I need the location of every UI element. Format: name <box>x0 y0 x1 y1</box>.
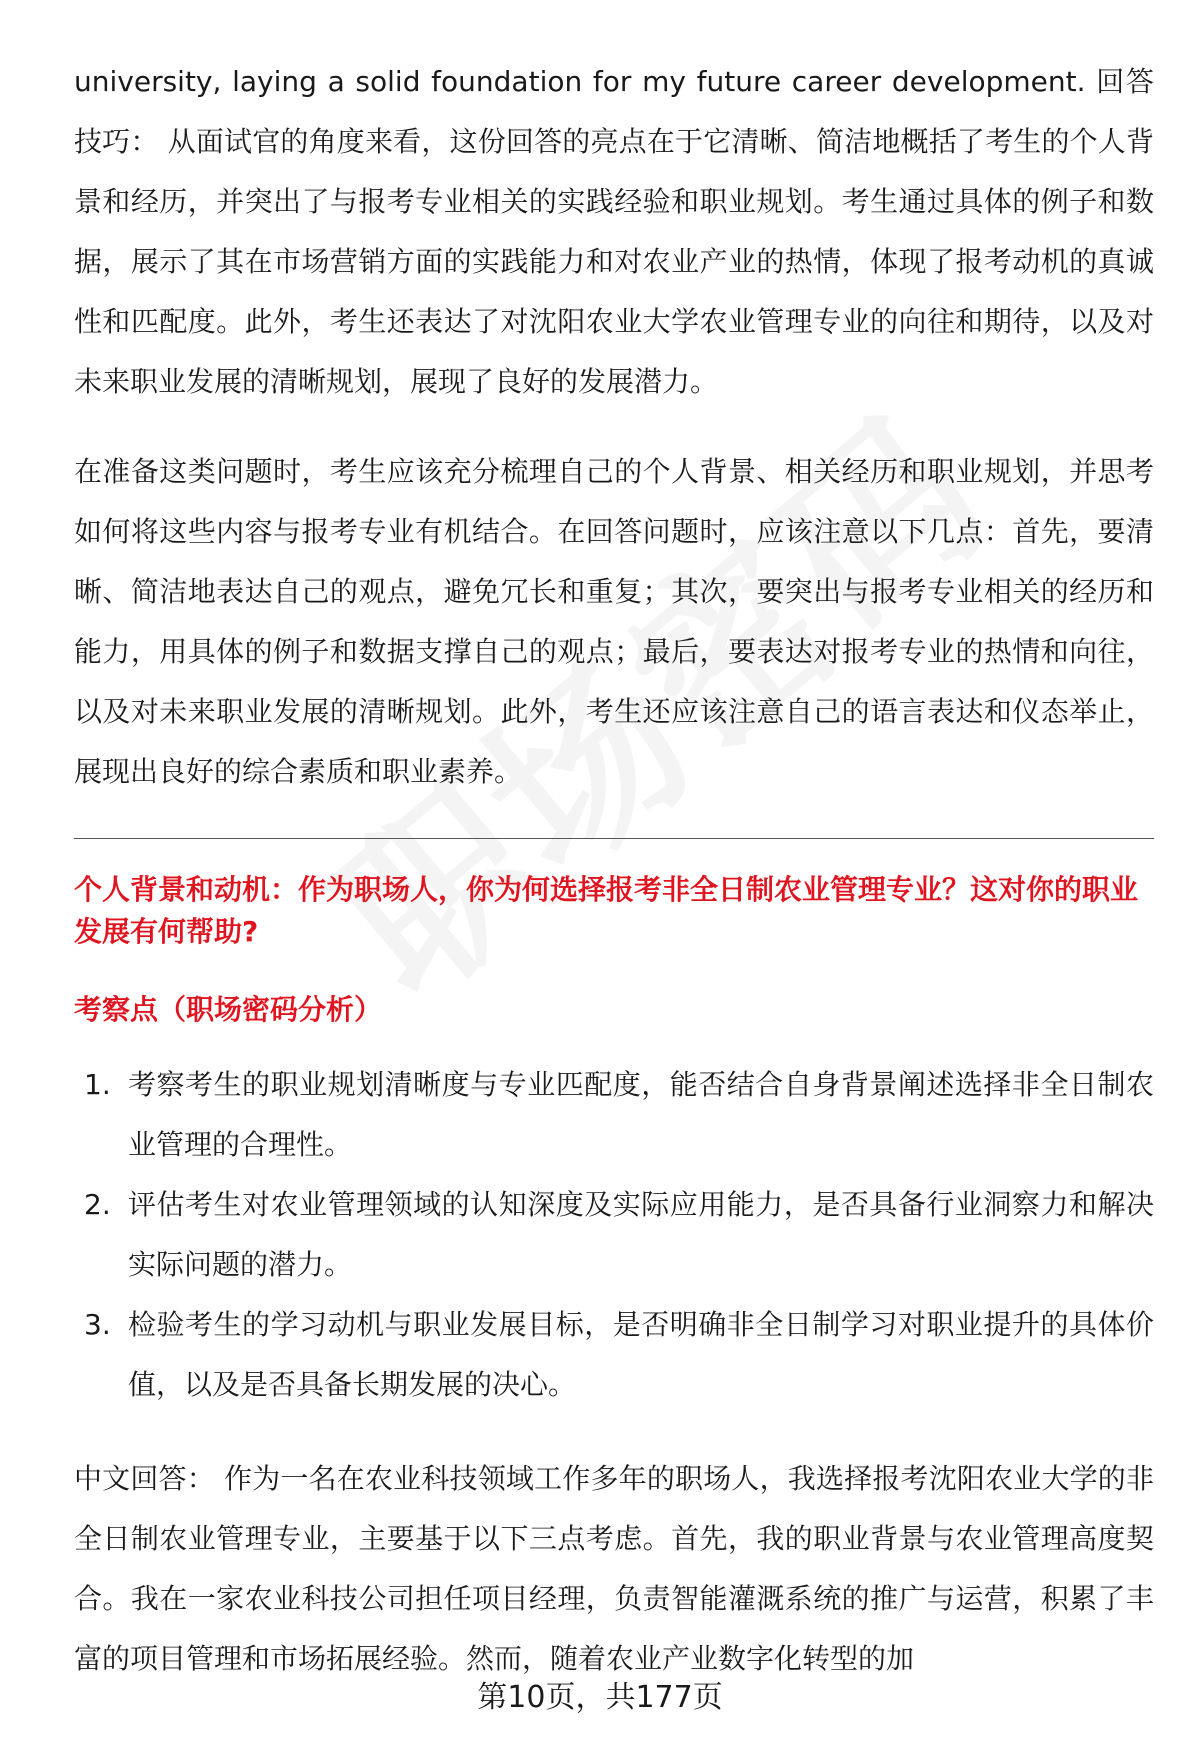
list-item-text: 考察考生的职业规划清晰度与专业匹配度，能否结合自身背景阐述选择非全日制农业管理的合理性。 <box>128 1068 1154 1161</box>
paragraph-chinese-answer: 中文回答： 作为一名在农业科技领域工作多年的职场人，我选择报考沈阳农业大学的非全日制农业管理专业，主要基于以下三点考虑。首先，我的职业背景与农业管理高度契合。我在一家农业科技公司担任项目经理，负责智能灌溉系统的推广与运营，积累了丰富的项目管理和市场拓展经验。然而，随着农业产业数字化转型的加 <box>74 1462 1154 1675</box>
list-item <box>74 1055 1154 1175</box>
list-item-number: 2. <box>84 1188 111 1221</box>
assessment-subheading: 考察点（职场密码分析） <box>74 993 383 1026</box>
list-item-text: 检验考生的学习动机与职业发展目标，是否明确非全日制学习对职业提升的具体价值，以及是否具备长期发展的决心。 <box>128 1308 1154 1401</box>
list-item-text: 评估考生对农业管理领域的认知深度及实际应用能力，是否具备行业洞察力和解决实际问题的潜力。 <box>128 1188 1154 1281</box>
document-page <box>74 52 1154 1689</box>
assessment-points-list <box>74 1055 1154 1415</box>
list-item-number: 3. <box>84 1308 111 1341</box>
section-divider <box>74 838 1154 839</box>
list-item <box>74 1295 1154 1415</box>
list-item <box>74 1175 1154 1295</box>
paragraph-answer-tips: university, laying a solid foundation for my future career development. 回答技巧： 从面试官的角度来看，这份回答的亮点在于它清晰、简洁地概括了考生的个人背景和经历，并突出了与报考专业相关的实践经验和职业规划。考生通过具体的例子和数据，展示了其在市场营销方面的实践能力和对农业产业的热情，体现了报考动机的真诚性和匹配度。此外，考生还表达了对沈阳农业大学农业管理专业的向往和期待，以及对未来职业发展的清晰规划，展现了良好的发展潜力。 <box>74 65 1154 398</box>
page-number-footer: 第10页，共177页 <box>477 1680 723 1715</box>
question-title: 个人背景和动机：作为职场人，你为何选择报考非全日制农业管理专业？这对你的职业发展有何帮助? <box>74 873 1139 948</box>
paragraph-preparation-advice: 在准备这类问题时，考生应该充分梳理自己的个人背景、相关经历和职业规划，并思考如何将这些内容与报考专业有机结合。在回答问题时，应该注意以下几点：首先，要清晰、简洁地表达自己的观点，避免冗长和重复；其次，要突出与报考专业相关的经历和能力，用具体的例子和数据支撑自己的观点；最后，要表达对报考专业的热情和向往，以及对未来职业发展的清晰规划。此外，考生还应该注意自己的语言表达和仪态举止，展现出良好的综合素质和职业素养。 <box>74 455 1154 788</box>
list-item-number: 1. <box>84 1068 111 1101</box>
